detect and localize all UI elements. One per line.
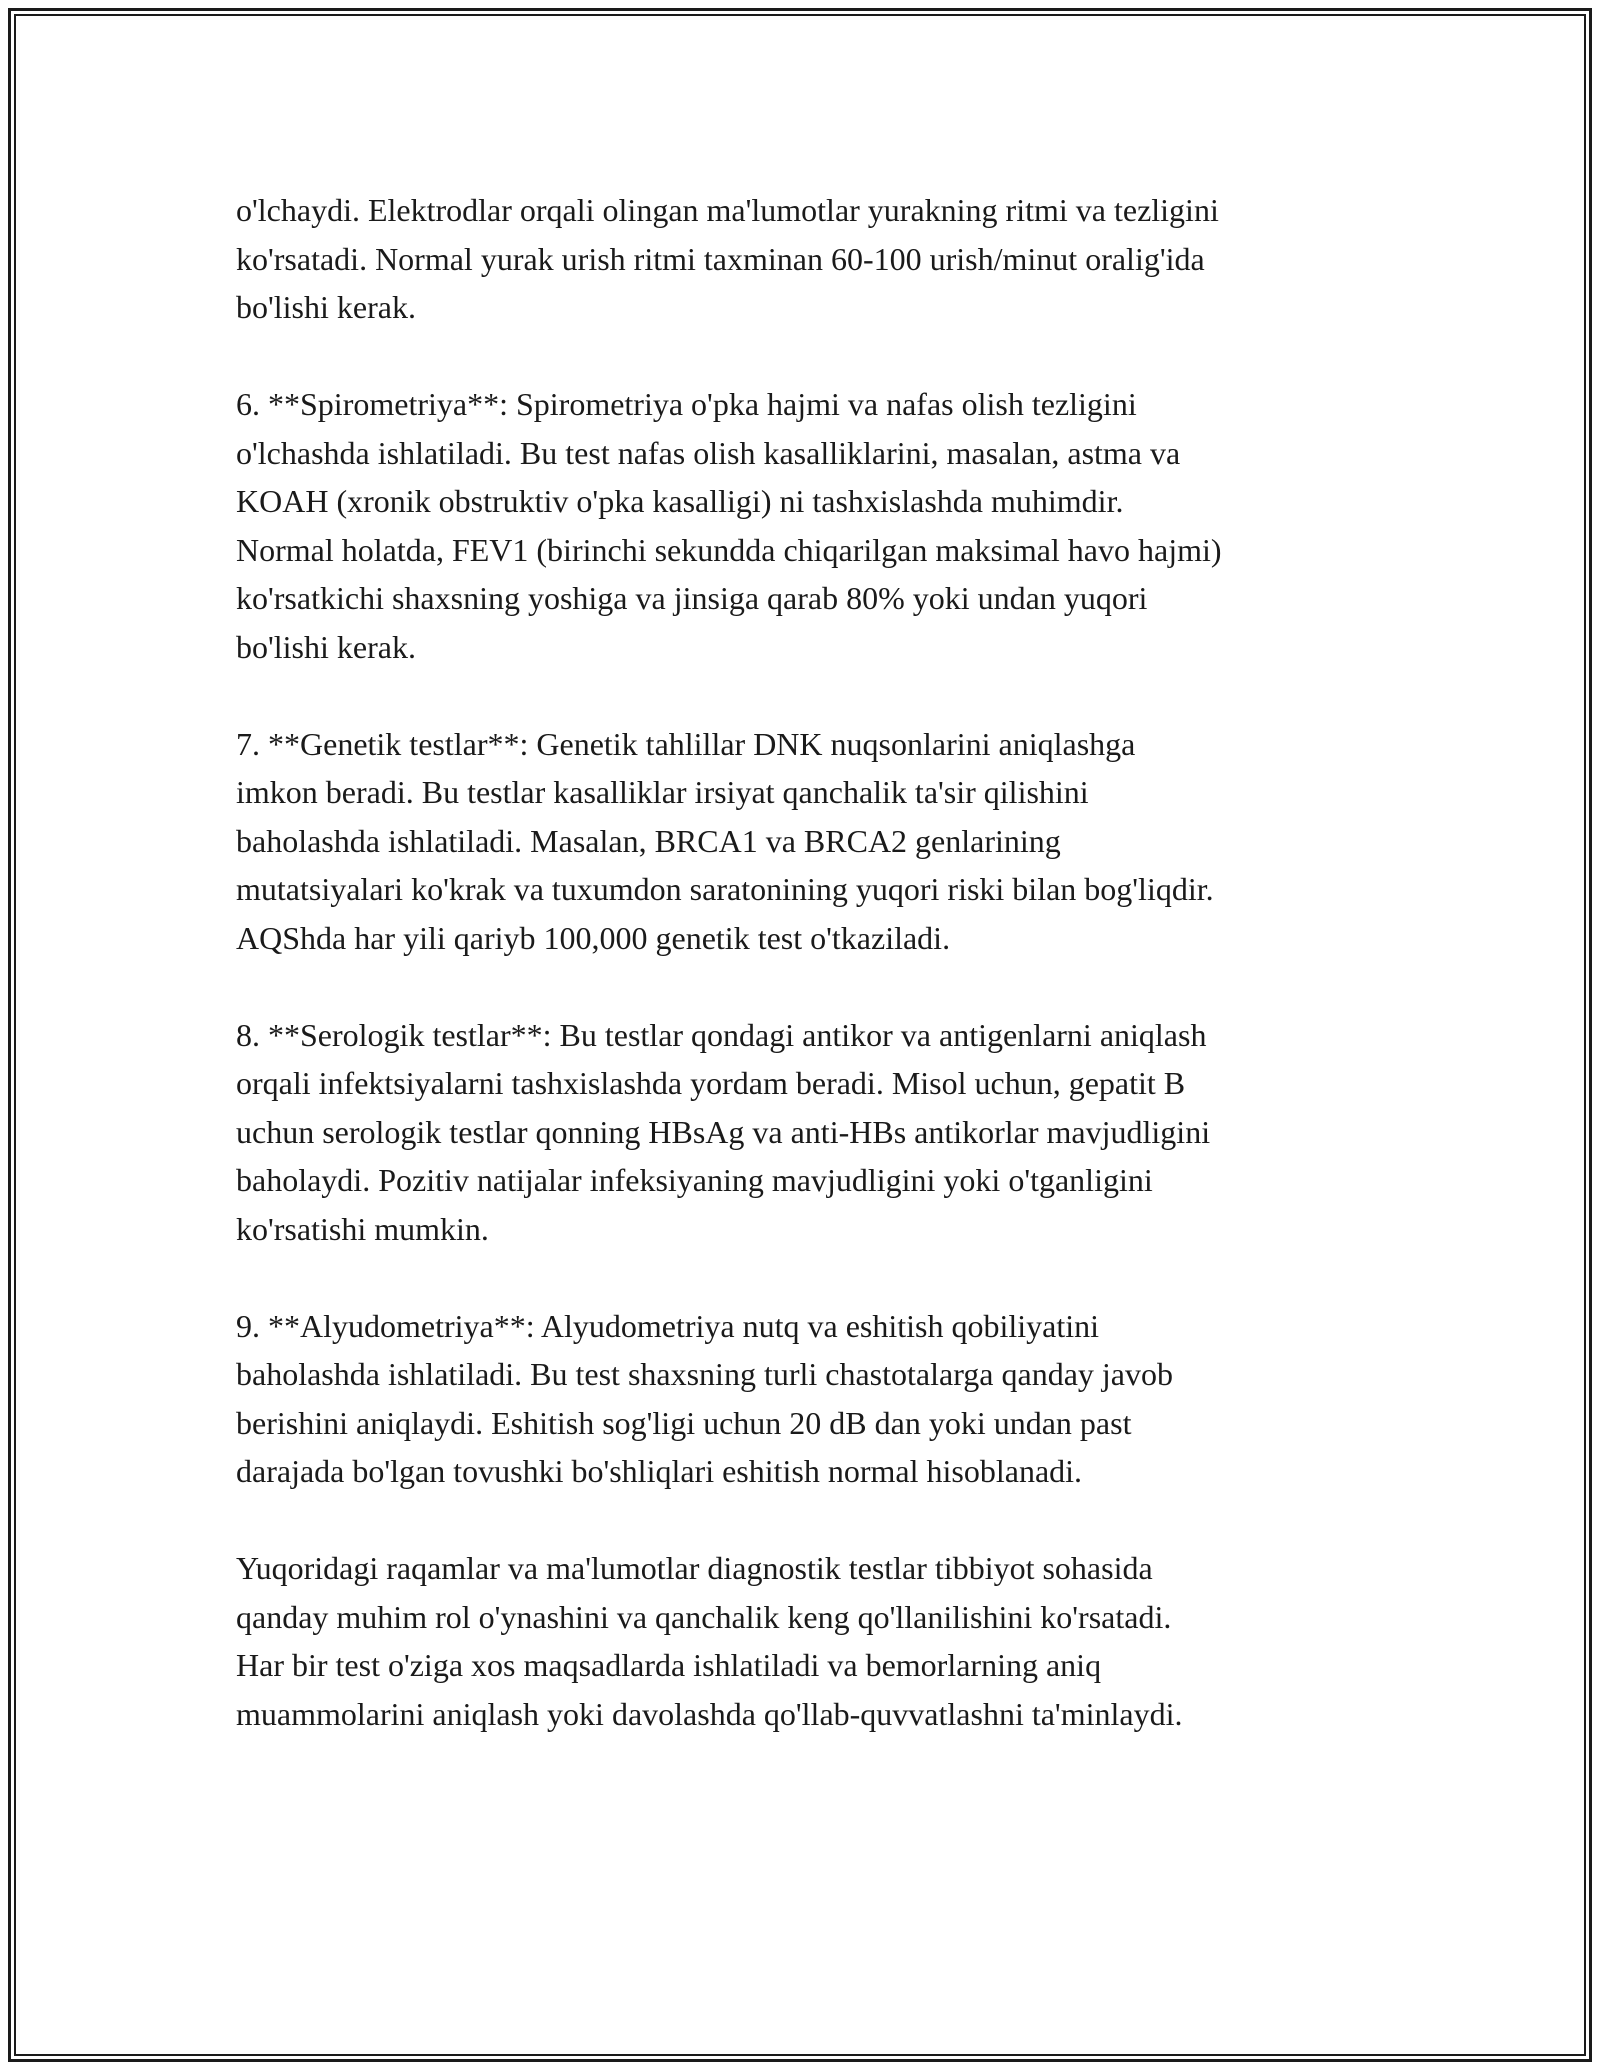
paragraph-serologic-tests: 8. **Serologik testlar**: Bu testlar qondagi antikor va antigenlarni aniqlash orqali infektsiyalarni tashxislashda yordam beradi. Misol uchun, gepatit B uchun serologik testlar qonning HBsAg va anti-HBs antikorlar mavjudligini baholaydi. Pozitiv natijalar infeksiyaning mavjudligini yoki o'tganligini ko'rsatishi mumkin. (236, 1016, 1211, 1247)
paragraph-spirometry: 6. **Spirometriya**: Spirometriya o'pka hajmi va nafas olish tezligini o'lchashda ishlatiladi. Bu test nafas olish kasalliklarini, masalan, astma va KOAH (xronik obstruktiv o'pka kasalligi) ni tashxislashda muhimdir. Normal holatda, FEV1 (birinchi sekundda chiqarilgan maksimal havo hajmi) ko'rsatkichi shaxsning yoshiga va jinsiga qarab 80% yoki undan yuqori bo'lishi kerak. (236, 386, 1222, 665)
paragraph-ecg-continuation: o'lchaydi. Elektrodlar orqali olingan ma'lumotlar yurakning ritmi va tezligini ko'rsatadi. Normal yurak urish ritmi taxminan 60-100 urish/minut oralig'ida bo'lishi kerak. (236, 192, 1219, 325)
paragraph-conclusion: Yuqoridagi raqamlar va ma'lumotlar diagnostik testlar tibbiyot sohasida qanday muhim rol o'ynashini va qanchalik keng qo'llanilishini ko'rsatadi. Har bir test o'ziga xos maqsadlarda ishlatiladi va bemorlarning aniq muammolarini aniqlash yoki davolashda qo'llab-quvvatlashni ta'minlaydi. (236, 1550, 1183, 1732)
document-body (236, 186, 1376, 1738)
paragraph-genetic-tests: 7. **Genetik testlar**: Genetik tahlillar DNK nuqsonlarini aniqlashga imkon beradi. Bu testlar kasalliklar irsiyat qanchalik ta'sir qilishini baholashda ishlatiladi. Masalan, BRCA1 va BRCA2 genlarining mutatsiyalari ko'krak va tuxumdon saratonining yuqori riski bilan bog'liqdir. AQShda har yili qariyb 100,000 genetik test o'tkaziladi. (236, 725, 1214, 956)
paragraph-audiometry: 9. **Alyudometriya**: Alyudometriya nutq va eshitish qobiliyatini baholashda ishlatiladi. Bu test shaxsning turli chastotalarga qanday javob berishini aniqlaydi. Eshitish sog'ligi uchun 20 dB dan yoki undan past darajada bo'lgan tovushki bo'shliqlari eshitish normal hisoblanadi. (236, 1307, 1173, 1489)
